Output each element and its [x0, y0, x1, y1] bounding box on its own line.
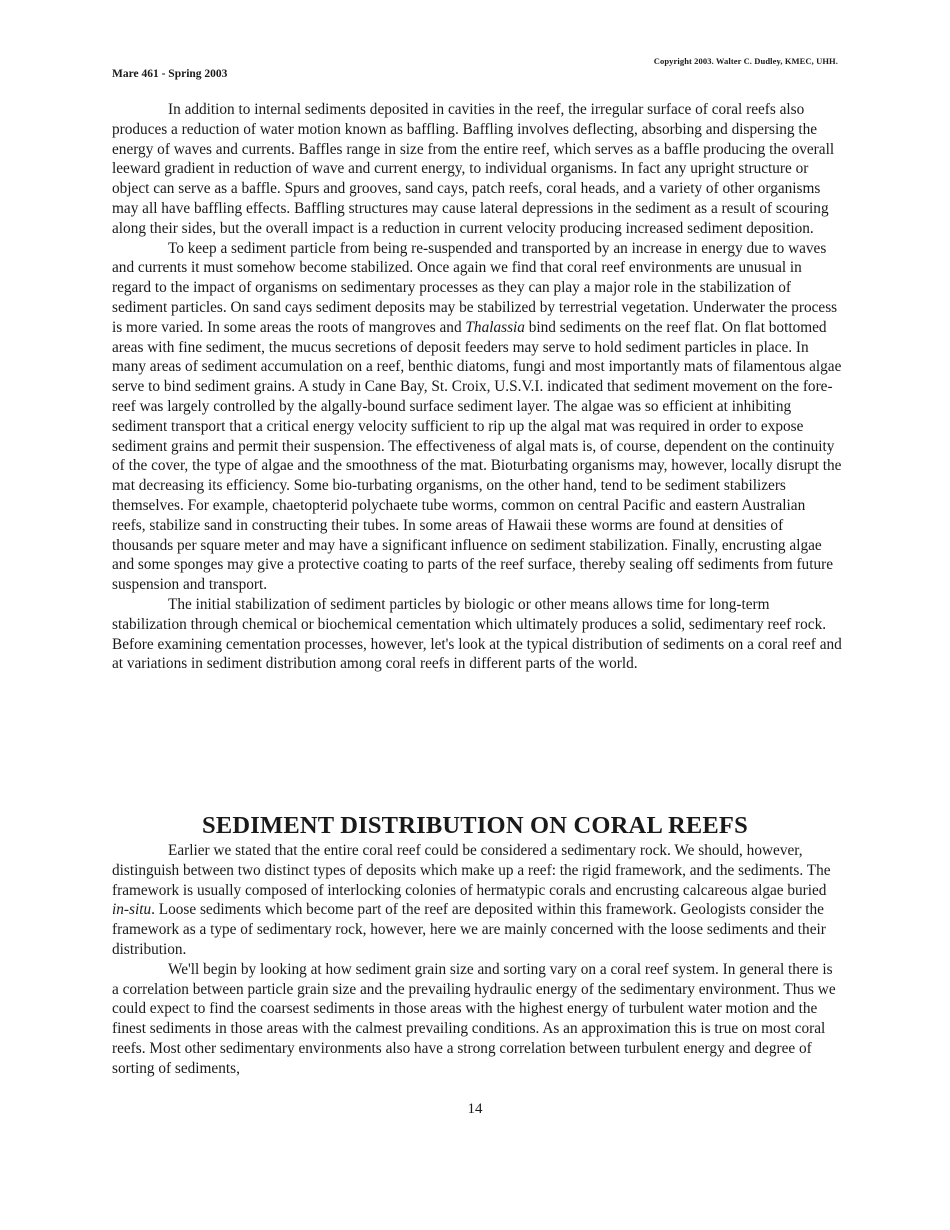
section-title: SEDIMENT DISTRIBUTION ON CORAL REEFS	[202, 812, 748, 840]
paragraph-stabilization-part-2: bind sediments on the reef flat. On flat bottomed areas with fine sediment, the mucus secretions of deposit feeders may serve to hold sediment particles in place. In many areas of sediment accumulation on a reef, benthic diatoms, fungi and most importantly mats of filamentous algae serve to bind sediment grains. A study in Cane Bay, St. Croix, U.S.V.I. indicated that sediment movement on the fore-reef was largely controlled by the algally-bound surface sediment layer. The algae was so efficient at inhibiting sediment transport that a critical energy velocity sufficient to rip up the algal mat was required in order to expose sediment grains and permit their suspension. The effectiveness of algal mats is, of course, dependent on the continuity of the cover, the type of algae and the smoothness of the mat. Bioturbating organisms may, however, locally disrupt the mat decreasing its efficiency. Some bio-turbating organisms, on the other hand, tend to be sediment stabilizers themselves. For example, chaetopterid polychaete tube worms, common on central Pacific and eastern Australian reefs, stabilize sand in constructing their tubes. In some areas of Hawaii these worms are found at densities of thousands per square meter and may have a significant influence on sediment stabilization. Finally, encrusting algae and some sponges may give a protective coating to parts of the reef surface, thereby sealing off sediments from future suspension and transport.	[112, 318, 842, 594]
body-section-2	[112, 841, 842, 1079]
paragraph-framework-part-2: . Loose sediments which become part of the reef are deposited within this framework. Geologists consider the framework as a type of sedimentary rock, however, here we are mainly concerned with the loose sediments and their distribution.	[112, 901, 826, 958]
paragraph-framework-part-1: Earlier we stated that the entire coral reef could be considered a sedimentary rock. We should, however, distinguish between two distinct types of deposits which make up a reef: the rigid framework, and the sediments. The framework is usually composed of interlocking colonies of hermatypic corals and encrusting calcareous algae buried	[112, 842, 831, 899]
paragraph-stabilization-part-1: To keep a sediment particle from being re-suspended and transported by an increase in energy due to waves and currents it must somehow become stabilized. Once again we find that coral reef environments are unusual in regard to the impact of organisms on sedimentary processes as they can play a major role in the stabilization of sediment particles. On sand cays sediment deposits may be stabilized by terrestrial vegetation. Underwater the process is more varied. In some areas the roots of mangroves and	[112, 239, 838, 336]
italic-in-situ: in-situ	[112, 901, 152, 919]
paragraph-framework	[112, 841, 842, 960]
page-number: 14	[467, 1101, 483, 1117]
copyright-notice: Copyright 2003. Walter C. Dudley, KMEC, UHH.	[653, 56, 838, 66]
paragraph-stabilization	[112, 239, 842, 595]
course-header: Mare 461 - Spring 2003	[112, 68, 228, 80]
paragraph-grain-size: We'll begin by looking at how sediment grain size and sorting vary on a coral reef system. In general there is a correlation between particle grain size and the prevailing hydraulic energy of the sedimentary environment. Thus we could expect to find the coarsest sediments in those areas with the highest energy of turbulent water motion and the finest sediments in those areas with the calmest prevailing conditions. As an approximation this is true on most coral reefs. Most other sedimentary environments also have a strong correlation between turbulent energy and degree of sorting of sediments,	[112, 960, 836, 1077]
paragraph-baffling: In addition to internal sediments deposited in cavities in the reef, the irregular surface of coral reefs also produces a reduction of water motion known as baffling. Baffling involves deflecting, absorbing and dispersing the energy of waves and currents. Baffles range in size from the entire reef, which serves as a baffle producing the overall leeward gradient in reduction of wave and current energy, to individual organisms. In fact any upright structure or object can serve as a baffle. Spurs and grooves, sand cays, patch reefs, coral heads, and a variety of other organisms may all have baffling effects. Baffling structures may cause lateral depressions in the sediment as a result of scouring along their sides, but the overall impact is a reduction in current velocity producing increased sediment deposition.	[112, 101, 835, 237]
paragraph-cementation: The initial stabilization of sediment particles by biologic or other means allows time for long-term stabilization through chemical or biochemical cementation which ultimately produces a solid, sedimentary reef rock. Before examining cementation processes, however, let's look at the typical distribution of sediments on a coral reef and at variations in sediment distribution among coral reefs in different parts of the world.	[112, 595, 842, 673]
body-section-1	[112, 100, 842, 674]
italic-thalassia: Thalassia	[465, 318, 525, 336]
